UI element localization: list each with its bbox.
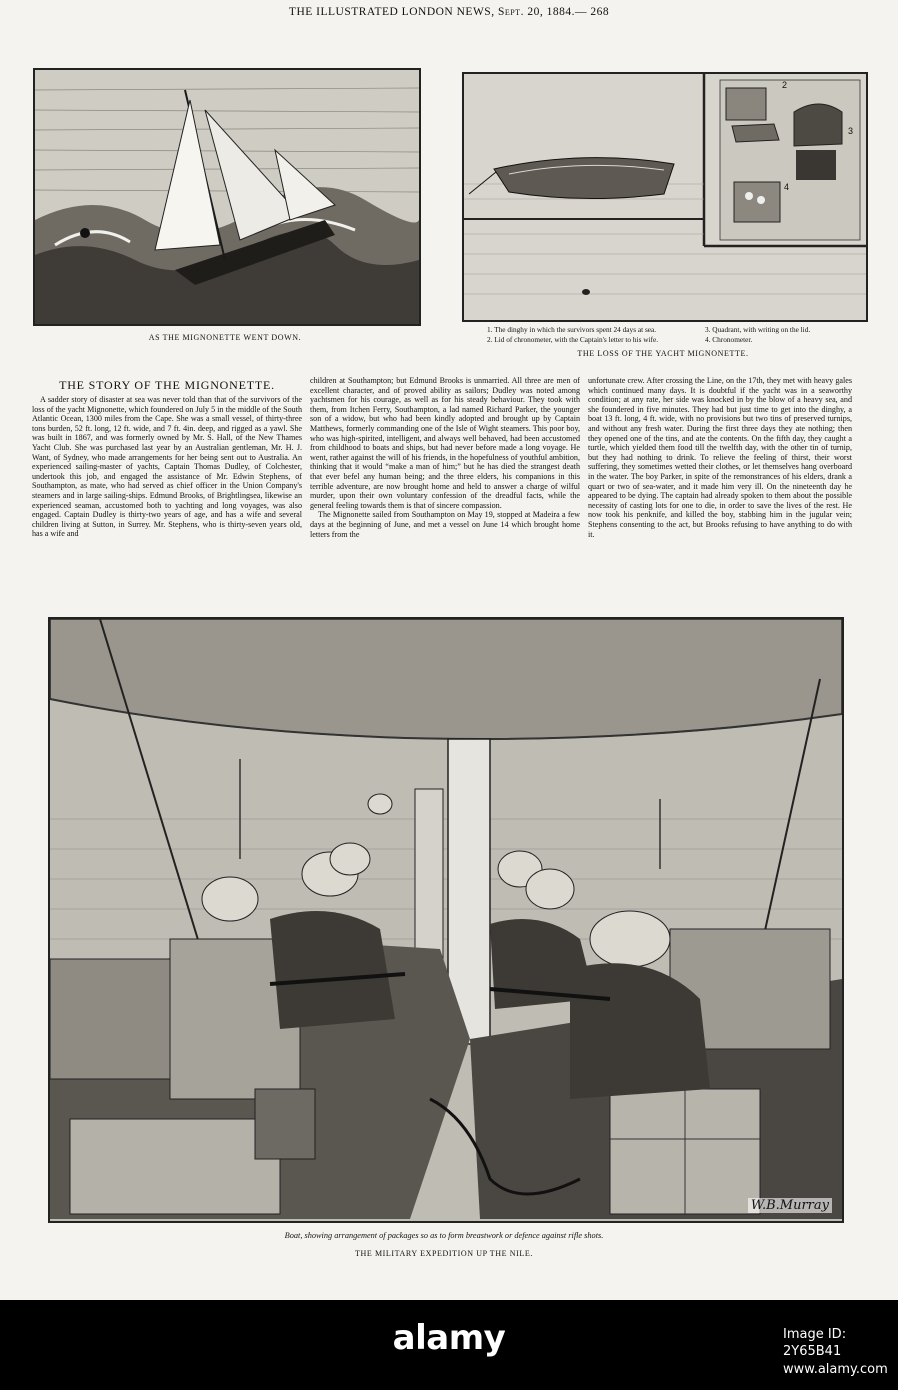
article-paragraph-2: children at Southampton; but Edmund Brooks is unmarried. All three are men of excellent character, and of proved ability as sailors; Dudley was noted among yachtsmen for his courage, as well as for his steady behaviour. They took with them, from Itchen Ferry, Southampton, a lad named Richard Parker, the younger son of a widow, but who had been kindly adopted and brought up by Captain Matthews, formerly commanding one of the Isle of Wight steamers. This poor boy, who was high-spirited, intelligent, and always well behaved, had been accustomed from childhood to boats and ships, but had never before made a long voyage. He went, rather against the will of his friends, in the hopefulness of youthful ambition, thinking that it would “make a man of him;” but he has died the strangest death that ever befel any human being; and the three elders, his companions in this terrible adventure, are now brought home and held to answer a charge of wilful murder, upon their own voluntary confession of the dreadful facts, while the general feeling towards them is that of sincere compassion. [310,376,580,510]
legend-item-3: 3. Quadrant, with writing on the lid. [705,325,811,334]
sinking-yacht-engraving [33,68,421,326]
page-number: — 268 [574,6,610,18]
publication-name: THE ILLUSTRATED LONDON NEWS, [288,6,495,18]
article-title: THE STORY OF THE MIGNONETTE. [59,378,275,392]
nile-caption: Boat, showing arrangement of packages so as to form breastwork or defence against rifle shots. [284,1231,604,1240]
stock-image-id: Image ID: 2Y65B41 [783,1327,847,1359]
masthead [0,6,898,18]
nile-title: THE MILITARY EXPEDITION UP THE NILE. [355,1249,533,1258]
legend-item-2: 2. Lid of chronometer, with the Captain's letter to his wife. [487,335,659,344]
legend-item-4: 4. Chronometer. [705,335,753,344]
issue-date: Sept. 20, 1884. [497,6,575,18]
article-column-2 [310,376,580,577]
item-number-4: 4 [784,182,790,192]
dinghy-relics-engraving [462,72,868,322]
item-number-3: 3 [848,126,854,136]
stock-logo: alamy [392,1318,506,1358]
loss-title: THE LOSS OF THE YACHT MIGNONETTE. [577,349,749,358]
article-paragraph-1: A sadder story of disaster at sea was never told than that of the survivors of the loss of the yacht Mignonette, which foundered on July 5 in the middle of the South Atlantic Ocean, 1300 miles from the Cape. She was a small vessel, of thirty-three tons burden, 52 ft. long, 12 ft. wide, and 7 ft. 4in. deep, and rigged as a yawl. She was built in 1867, and was formerly owned by Mr. S. Hall, of the New Thames Yacht Club. She was purchased last year by an Australian gentleman, Mr. H. J. Want, of Sydney, who made arrangements for her being sent out to Australia. An experienced sailing-master of yachts, Captain Thomas Dudley, of Colchester, undertook this job, and engaged the assistance of Mr. Edwin Stephens, of Southampton, as mate, who had served as chief officer in the Union Company's steamers and in large sailing-ships. Edmund Brooks, of Brightlingsea, likewise an experienced seaman, accustomed both to yachting and long voyages, was also engaged. Captain Dudley is thirty-two years of age, and has a wife and several children living at Sutton, in Surrey. Mr. Stephens, who is thirty-seven years old, has a wife and [32,395,302,539]
legend-item-1: 1. The dinghy in which the survivors spent 24 days at sea. [487,325,657,334]
article-column-1 [32,395,302,577]
nile-boat-engraving [48,617,844,1223]
item-number-2: 2 [782,80,788,90]
stock-url[interactable]: www.alamy.com [783,1362,888,1377]
loss-legend [487,325,867,345]
artist-signature: W.B.Murray [748,1198,832,1213]
article-paragraph-3: The Mignonette sailed from Southampton on May 19, stopped at Madeira a few days at the beginning of June, and met a vessel on June 14 which brought home letters from the [310,510,580,539]
article-paragraph-4: unfortunate crew. After crossing the Line, on the 17th, they met with heavy gales which continued many days. It is doubtful if the yacht was in a seaworthy condition; at any rate, her side was knocked in by the blow of a heavy sea, and she foundered in five minutes. They had but just time to get into the dinghy, a boat 13 ft. long, 4 ft. wide, with no provisions but two tins of preserved turnips, and without any fresh water. During the first three days they ate nothing; then they opened one of the tins, and ate the contents. On the fifth day, they caught a turtle, which yielded them food till the twelfth day, with the other tin of turnip, but they had nothing to drink. To relieve the feeling of thirst, their worst suffering, they sometimes wetted their clothes, or let themselves hang overboard in the water. The boy Parker, in spite of the remonstrances of his elders, drank a quart or two of sea-water, and it made him very ill. On the nineteenth day he appeared to be dying. The captain had already spoken to them about the possible necessity of casting lots for one to die, in order to save the lives of the rest. He now took his penknife, and killed the boy, stabbing him in the jugular vein; Stephens consenting to the act, but Brooks refusing to have anything to do with it. [588,376,852,539]
sinking-caption: AS THE MIGNONETTE WENT DOWN. [148,333,302,342]
article-column-3 [588,376,852,577]
